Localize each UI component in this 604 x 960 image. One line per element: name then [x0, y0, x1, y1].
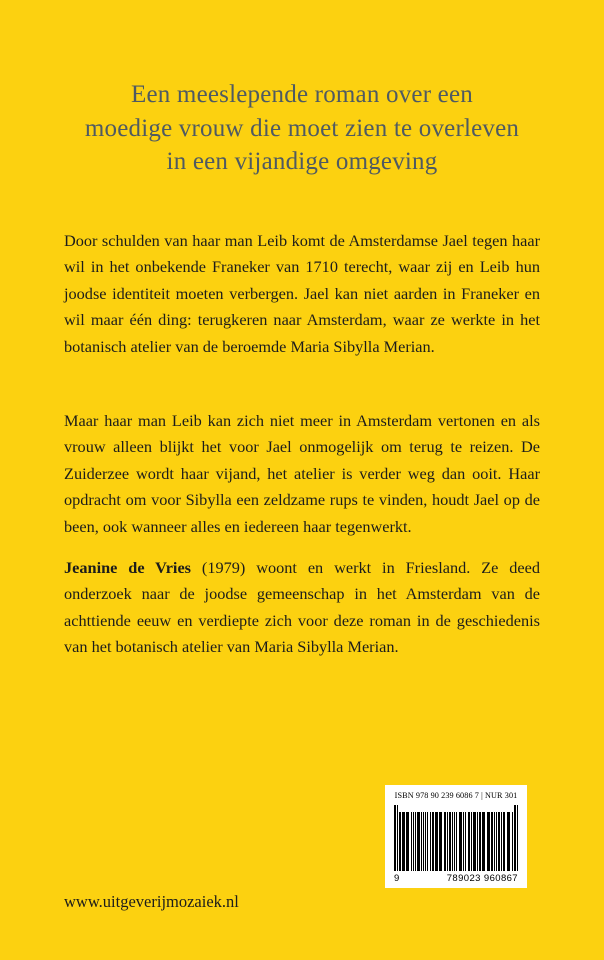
isbn-barcode-block [385, 785, 527, 888]
publisher-website: www.uitgeverijmozaiek.nl [64, 892, 239, 911]
barcode-digit-main: 789023 960867 [446, 873, 518, 884]
isbn-line: ISBN 978 90 239 6086 7 | NUR 301 [394, 791, 518, 800]
author-bio-text: (1979) woont en werkt in Friesland. Ze deed onderzoek naar de joodse gemeenschap in het Amsterdam van de achttiende eeuw en verdiepte zich voor deze roman in de geschiedenis van het botanisch atelier van Maria Sibylla Merian. [64, 558, 540, 657]
barcode-image [385, 805, 527, 871]
tagline [62, 78, 542, 179]
blurb-paragraph-1: Door schulden van haar man Leib komt de Amsterdamse Jael tegen haar wil in het onbekende Franeker van 1710 terecht, waar zij en Leib hun joodse identiteit moeten verbergen. Jael kan niet aarden in Franeker en wil maar één ding: terugkeren naar Amsterdam, waar ze werkte in het botanisch atelier van de beroemde Maria Sibylla Merian. [64, 231, 540, 356]
tagline-line-2: moedige vrouw die moet zien te overleven [84, 114, 520, 142]
barcode-digit-prefix: 9 [394, 873, 400, 884]
tagline-line-1: Een meeslepende roman over een [131, 81, 473, 108]
author-bio-paragraph [64, 555, 540, 661]
tagline-line-3: in een vijandige omgeving [166, 148, 438, 175]
barcode-digits [385, 871, 527, 884]
blurb-paragraph-2: Maar haar man Leib kan zich niet meer in Amsterdam vertonen en als vrouw alleen blijkt het voor Jael onmogelijk om terug te reizen. De Zuiderzee wordt haar vijand, het atelier is verder weg dan ooit. Haar opdracht om voor Sibylla een zeldzame rups te vinden, houdt Jael op de been, ook wanneer alles en iedereen haar tegenwerkt. [64, 411, 540, 536]
author-name: Jeanine de Vries [64, 558, 192, 577]
